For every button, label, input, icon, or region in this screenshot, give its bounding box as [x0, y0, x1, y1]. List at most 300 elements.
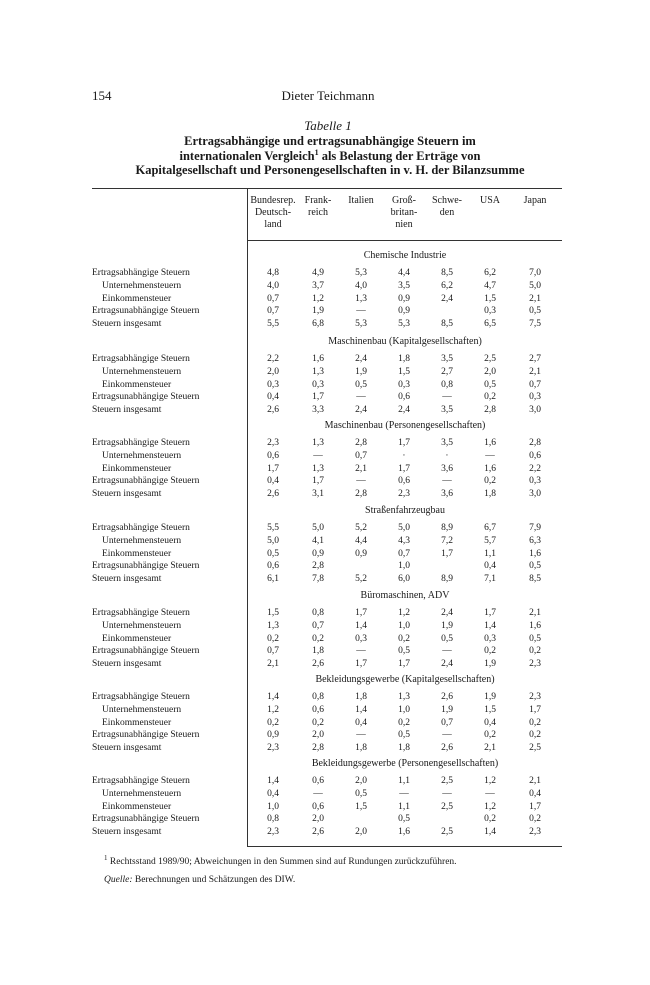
table-cell: 1,6 [312, 354, 324, 364]
title-line-2 [80, 149, 580, 164]
table-cell: 5,3 [355, 319, 367, 330]
row-label: Ertragsabhängige Steuern [92, 523, 190, 533]
table-cell: 4,9 [312, 268, 324, 278]
table-cell: 5,5 [267, 319, 279, 330]
table-cell: — [442, 476, 452, 487]
table-cell: 1,4 [484, 827, 496, 838]
table-cell: 6,0 [398, 574, 410, 585]
section-title: Chemische Industrie [363, 250, 447, 261]
table-cell: 0,7 [267, 306, 279, 317]
table-cell: 2,1 [355, 463, 367, 474]
row-label: Ertragsunabhängige Steuern [92, 561, 200, 572]
table-cell: 2,4 [441, 659, 453, 670]
table-cell: 1,6 [484, 463, 496, 474]
table-cell: 0,3 [529, 476, 541, 487]
table-cell: 2,0 [312, 730, 324, 741]
table-cell: 0,6 [398, 476, 410, 487]
table-cell: 0,9 [267, 730, 279, 741]
row-label: Ertragsabhängige Steuern [92, 608, 190, 618]
row-label: Ertragsunabhängige Steuern [92, 476, 200, 487]
table-cell: 0,5 [355, 788, 367, 799]
table-row [92, 560, 562, 572]
table-cell: 1,7 [441, 548, 453, 559]
table-cell: 7,8 [312, 574, 324, 585]
row-label: Steuern insgesamt [92, 319, 162, 330]
table-cell: 2,4 [355, 354, 367, 364]
table-cell: 1,4 [484, 620, 496, 631]
section-title: Büromaschinen, ADV [360, 590, 450, 601]
table-cell: 0,2 [312, 717, 324, 728]
table-bottom-rule [247, 846, 562, 847]
table-cell: 0,6 [267, 450, 279, 461]
table-row [92, 573, 562, 585]
table-cell: 1,8 [355, 692, 367, 702]
table-cell: 3,1 [312, 489, 324, 500]
table-cell: 1,7 [355, 608, 367, 618]
table-cell: — [356, 730, 366, 741]
table-cell: 5,0 [529, 280, 541, 291]
table-cell: 1,7 [484, 608, 496, 618]
table-cell: 2,8 [355, 489, 367, 500]
table-cell: 1,9 [441, 620, 453, 631]
table-row [92, 535, 562, 547]
table-cell: 2,4 [441, 293, 453, 304]
column-header: Italien [348, 195, 374, 206]
table-cell: 1,9 [484, 659, 496, 670]
table-row [92, 826, 562, 838]
table-cell: 1,6 [529, 548, 541, 559]
table-cell: 2,5 [441, 776, 453, 786]
table-cell: 7,9 [529, 523, 541, 533]
table-cell: 1,3 [312, 366, 324, 377]
table-cell: 0,2 [484, 392, 496, 403]
table-cell: 0,3 [312, 379, 324, 390]
table-cell: 0,8 [441, 379, 453, 390]
table-cell: 1,5 [355, 801, 367, 812]
table-cell: 2,8 [529, 438, 541, 448]
row-label: Einkommensteuer [102, 633, 172, 644]
table-cell: — [313, 788, 323, 799]
table-cell: 1,0 [398, 704, 410, 715]
table-cell: 5,0 [267, 535, 279, 546]
table-cell: 0,7 [267, 293, 279, 304]
table-cell: 4,4 [398, 268, 410, 278]
table-row [92, 633, 562, 645]
table-cell: 2,3 [529, 692, 541, 702]
title-line-2a: internationalen Vergleich [179, 148, 315, 163]
row-label: Unternehmensteuern [102, 535, 182, 546]
table-cell: 0,3 [267, 379, 279, 390]
table-cell: 1,7 [529, 704, 541, 715]
table-cell: 1,1 [484, 548, 496, 559]
table-cell: 0,4 [267, 476, 279, 487]
footnote-source [104, 874, 295, 886]
table-cell: 5,3 [355, 268, 367, 278]
column-header: Bundesrep. Deutsch- land [250, 195, 296, 230]
table-row [92, 475, 562, 487]
table-cell: 1,0 [398, 620, 410, 631]
table-cell: 1,8 [355, 743, 367, 754]
table-cell: — [442, 646, 452, 657]
table-cell: 0,2 [398, 633, 410, 644]
table-cell: 3,3 [312, 405, 324, 416]
table-row [92, 366, 562, 378]
table-cell: 1,7 [312, 476, 324, 487]
row-label: Einkommensteuer [102, 293, 172, 304]
table-cell: 2,1 [267, 659, 279, 670]
table-cell: 1,2 [267, 704, 279, 715]
table-row [92, 353, 562, 365]
title-line-1: Ertragsabhängige und ertragsunabhängige Steuern im [184, 134, 476, 148]
table-cell: 1,7 [398, 438, 410, 448]
table-cell: 0,6 [398, 392, 410, 403]
table-cell: 7,1 [484, 574, 496, 585]
table-cell: 1,1 [398, 801, 410, 812]
table-cell: — [485, 450, 495, 461]
table-cell: 1,3 [355, 293, 367, 304]
table-label: Tabelle 1 [304, 118, 352, 133]
table-cell: 2,8 [312, 743, 324, 754]
table-cell: 6,7 [484, 523, 496, 533]
table-cell: 2,4 [441, 608, 453, 618]
column-header: Schwe- den [432, 195, 462, 218]
table-cell: 5,0 [398, 523, 410, 533]
table-cell: 0,2 [484, 730, 496, 741]
table-cell: 2,4 [398, 405, 410, 416]
table-cell: 2,0 [484, 366, 496, 377]
table-row [92, 717, 562, 729]
table-cell: 0,2 [529, 814, 541, 825]
row-label: Ertragsunabhängige Steuern [92, 306, 200, 317]
table-cell: 7,2 [441, 535, 453, 546]
table-cell: 0,2 [529, 730, 541, 741]
table-cell: 0,5 [529, 633, 541, 644]
table-cell: — [356, 392, 366, 403]
table-cell: 0,7 [312, 620, 324, 631]
table-row [92, 645, 562, 657]
table-cell: 0,6 [529, 450, 541, 461]
footnote-1 [104, 853, 457, 868]
table-row [92, 813, 562, 825]
table-cell: 1,7 [398, 659, 410, 670]
table-cell: 0,5 [441, 633, 453, 644]
table-cell: 0,5 [398, 814, 410, 825]
column-header: Frank- reich [304, 195, 332, 218]
table-cell: 1,6 [398, 827, 410, 838]
table-row [92, 391, 562, 403]
table-cell: 2,5 [484, 354, 496, 364]
table-cell: 1,3 [398, 692, 410, 702]
table-cell: 0,2 [398, 717, 410, 728]
table-cell: 5,0 [312, 523, 324, 533]
row-label: Unternehmensteuern [102, 704, 182, 715]
table-cell: 5,5 [267, 523, 279, 533]
table-row [92, 775, 562, 787]
row-label: Einkommensteuer [102, 379, 172, 390]
table-cell: 0,2 [529, 717, 541, 728]
table-cell: 1,7 [398, 463, 410, 474]
table-cell: 2,2 [529, 463, 541, 474]
title-line-3: Kapitalgesellschaft und Personengesellschaften in v. H. der Bilanzsumme [135, 163, 525, 177]
table-cell: 2,3 [529, 827, 541, 838]
row-label: Steuern insgesamt [92, 405, 162, 416]
table-title [80, 134, 580, 178]
section-title: Bekleidungsgewerbe (Kapitalgesellschaften) [315, 674, 495, 685]
header-bottom-rule [247, 240, 562, 241]
table-row [92, 293, 562, 305]
table-row [92, 704, 562, 716]
table-cell: 6,5 [484, 319, 496, 330]
table-cell: 8,9 [441, 574, 453, 585]
table-row [92, 742, 562, 754]
row-label: Steuern insgesamt [92, 489, 162, 500]
table-cell: 0,9 [355, 548, 367, 559]
table-cell: 1,9 [441, 704, 453, 715]
table-cell: 4,1 [312, 535, 324, 546]
page-number: 154 [92, 88, 112, 103]
row-label: Ertragsabhängige Steuern [92, 776, 190, 786]
table-cell: 0,5 [398, 646, 410, 657]
table-cell: 1,8 [312, 646, 324, 657]
table-cell: 0,4 [355, 717, 367, 728]
table-cell: — [485, 788, 495, 799]
table-cell: 2,6 [312, 827, 324, 838]
row-label: Unternehmensteuern [102, 788, 182, 799]
table-row [92, 729, 562, 741]
table-cell: 2,7 [529, 354, 541, 364]
table-cell: 2,0 [267, 366, 279, 377]
table-cell: 2,6 [441, 692, 453, 702]
table-cell: 2,7 [441, 366, 453, 377]
table-row [92, 522, 562, 534]
table-cell: 5,3 [398, 319, 410, 330]
table-cell: — [356, 476, 366, 487]
table-cell: — [356, 306, 366, 317]
footnote-mark: 1 [104, 853, 108, 862]
table-cell: 1,5 [267, 608, 279, 618]
table-cell: 0,6 [267, 561, 279, 572]
table-cell: 8,5 [441, 268, 453, 278]
table-cell: 2,5 [529, 743, 541, 754]
table-cell: 0,5 [398, 730, 410, 741]
table-cell: 0,3 [355, 633, 367, 644]
table-cell: 1,7 [312, 392, 324, 403]
table-cell: 1,9 [355, 366, 367, 377]
table-cell: 3,6 [441, 489, 453, 500]
table-cell: 2,3 [529, 659, 541, 670]
table-cell: 2,6 [267, 489, 279, 500]
table-cell: 2,3 [267, 827, 279, 838]
table-cell: 2,6 [312, 659, 324, 670]
table-cell: 2,8 [312, 561, 324, 572]
table-cell: 8,5 [441, 319, 453, 330]
table-cell: 1,7 [355, 659, 367, 670]
table-cell: — [442, 730, 452, 741]
row-label: Ertragsunabhängige Steuern [92, 814, 200, 825]
table-cell: 2,2 [267, 354, 279, 364]
table-cell: 4,7 [484, 280, 496, 291]
table-cell: 1,4 [355, 620, 367, 631]
table-cell: 2,6 [441, 743, 453, 754]
table-cell: 0,2 [312, 633, 324, 644]
table-cell: 1,8 [484, 489, 496, 500]
table-cell: 0,6 [312, 704, 324, 715]
table-cell: 2,8 [355, 438, 367, 448]
row-label: Ertragsunabhängige Steuern [92, 392, 200, 403]
table-cell: 1,0 [398, 561, 410, 572]
table-cell: — [356, 646, 366, 657]
table-cell: 0,7 [441, 717, 453, 728]
table-cell: 0,5 [484, 379, 496, 390]
table-cell: 0,7 [267, 646, 279, 657]
table-cell: 5,2 [355, 574, 367, 585]
table-cell: 5,2 [355, 523, 367, 533]
table-cell: 1,9 [484, 692, 496, 702]
table-cell: 4,4 [355, 535, 367, 546]
table-cell: 6,2 [441, 280, 453, 291]
table-cell: 0,4 [529, 788, 541, 799]
row-label: Ertragsunabhängige Steuern [92, 646, 200, 657]
table-cell: 3,5 [441, 405, 453, 416]
table-cell: 0,4 [484, 717, 496, 728]
section-title: Maschinenbau (Kapitalgesellschaften) [328, 336, 482, 347]
title-footnote-mark: 1 [314, 147, 319, 157]
table-cell: 1,8 [398, 743, 410, 754]
row-label: Steuern insgesamt [92, 659, 162, 670]
table-row [92, 305, 562, 317]
table-cell: 2,6 [267, 405, 279, 416]
table-cell: 2,3 [398, 489, 410, 500]
table-cell: 0,9 [312, 548, 324, 559]
table-cell: 1,3 [312, 438, 324, 448]
row-label: Ertragsabhängige Steuern [92, 354, 190, 364]
table-cell: · [402, 450, 406, 461]
table-cell: 0,5 [355, 379, 367, 390]
row-label: Unternehmensteuern [102, 366, 182, 377]
table-cell: 0,6 [312, 776, 324, 786]
table-cell: 1,2 [484, 801, 496, 812]
table-cell: 0,4 [267, 392, 279, 403]
table-cell: 3,5 [398, 280, 410, 291]
table-cell: 1,6 [529, 620, 541, 631]
table-cell: 2,1 [529, 293, 541, 304]
table-row [92, 658, 562, 670]
table-cell: 3,0 [529, 489, 541, 500]
table-row [92, 463, 562, 475]
table-cell: 2,0 [312, 814, 324, 825]
table-cell: 3,5 [441, 438, 453, 448]
table-row [92, 548, 562, 560]
row-label: Einkommensteuer [102, 463, 172, 474]
table-cell: 0,5 [529, 561, 541, 572]
table-cell: 0,6 [312, 801, 324, 812]
table-cell: 1,5 [484, 704, 496, 715]
row-label: Ertragsabhängige Steuern [92, 692, 190, 702]
table-cell: 4,0 [267, 280, 279, 291]
table-cell: — [442, 788, 452, 799]
table-cell: 2,0 [355, 776, 367, 786]
table-cell: — [313, 450, 323, 461]
table-cell: 0,7 [355, 450, 367, 461]
table-cell: 1,1 [398, 776, 410, 786]
table-row [92, 280, 562, 292]
table-row [92, 801, 562, 813]
table-cell: 0,3 [398, 379, 410, 390]
table-row [92, 450, 562, 462]
table-cell: 8,5 [529, 574, 541, 585]
column-header: Groß- britan- nien [390, 195, 418, 230]
table-cell: 0,5 [529, 306, 541, 317]
table-cell: 0,2 [529, 646, 541, 657]
table-row [92, 620, 562, 632]
table-cell: 1,0 [267, 801, 279, 812]
table-cell: 0,8 [312, 692, 324, 702]
row-label: Ertragsabhängige Steuern [92, 268, 190, 278]
table-cell: 1,5 [484, 293, 496, 304]
table-cell: 3,5 [441, 354, 453, 364]
table-row [92, 379, 562, 391]
title-line-2b: als Belastung der Erträge von [321, 148, 481, 163]
table-cell: 7,5 [529, 319, 541, 330]
table-cell: 1,2 [398, 608, 410, 618]
table-cell: 8,9 [441, 523, 453, 533]
section-title: Maschinenbau (Personengesellschaften) [324, 420, 486, 431]
table-cell: 1,4 [267, 692, 279, 702]
row-label: Steuern insgesamt [92, 827, 162, 838]
table-cell: 1,4 [355, 704, 367, 715]
table-cell: 1,3 [267, 620, 279, 631]
table-cell: 0,7 [398, 548, 410, 559]
table-cell: 0,3 [484, 633, 496, 644]
table-cell: 2,0 [355, 827, 367, 838]
table-cell: 6,8 [312, 319, 324, 330]
table-cell: 2,8 [484, 405, 496, 416]
table-cell: 1,2 [312, 293, 324, 304]
table-cell: 0,8 [312, 608, 324, 618]
table-cell: 2,5 [441, 801, 453, 812]
table-cell: 2,3 [267, 743, 279, 754]
footnote-text: Rechtsstand 1989/90; Abweichungen in den Summen sind auf Rundungen zurückzuführen. [109, 857, 457, 867]
table-cell: 0,3 [484, 306, 496, 317]
row-label: Einkommensteuer [102, 548, 172, 559]
row-label: Steuern insgesamt [92, 743, 162, 754]
table-cell: — [399, 788, 409, 799]
table-cell: 1,5 [398, 366, 410, 377]
source-text: Berechnungen und Schätzungen des DIW. [134, 875, 296, 885]
table-cell: 0,4 [484, 561, 496, 572]
table-cell: 1,9 [312, 306, 324, 317]
table-cell: 1,6 [484, 438, 496, 448]
table-cell: 0,9 [398, 306, 410, 317]
table-cell: 4,3 [398, 535, 410, 546]
table-cell: 6,3 [529, 535, 541, 546]
table-cell: 1,8 [398, 354, 410, 364]
table-cell: 2,1 [529, 776, 541, 786]
row-label: Unternehmensteuern [102, 450, 182, 461]
table-cell: 2,4 [355, 405, 367, 416]
row-label: Unternehmensteuern [102, 620, 182, 631]
table-cell: 2,5 [441, 827, 453, 838]
row-label: Einkommensteuer [102, 717, 172, 728]
table-row [92, 404, 562, 416]
table-cell: 1,2 [484, 776, 496, 786]
page-header [92, 88, 564, 104]
table-cell: 5,7 [484, 535, 496, 546]
running-head: Dieter Teichmann [281, 88, 375, 103]
row-label: Ertragsunabhängige Steuern [92, 730, 200, 741]
table-cell: 6,2 [484, 268, 496, 278]
table-cell: 1,7 [529, 801, 541, 812]
